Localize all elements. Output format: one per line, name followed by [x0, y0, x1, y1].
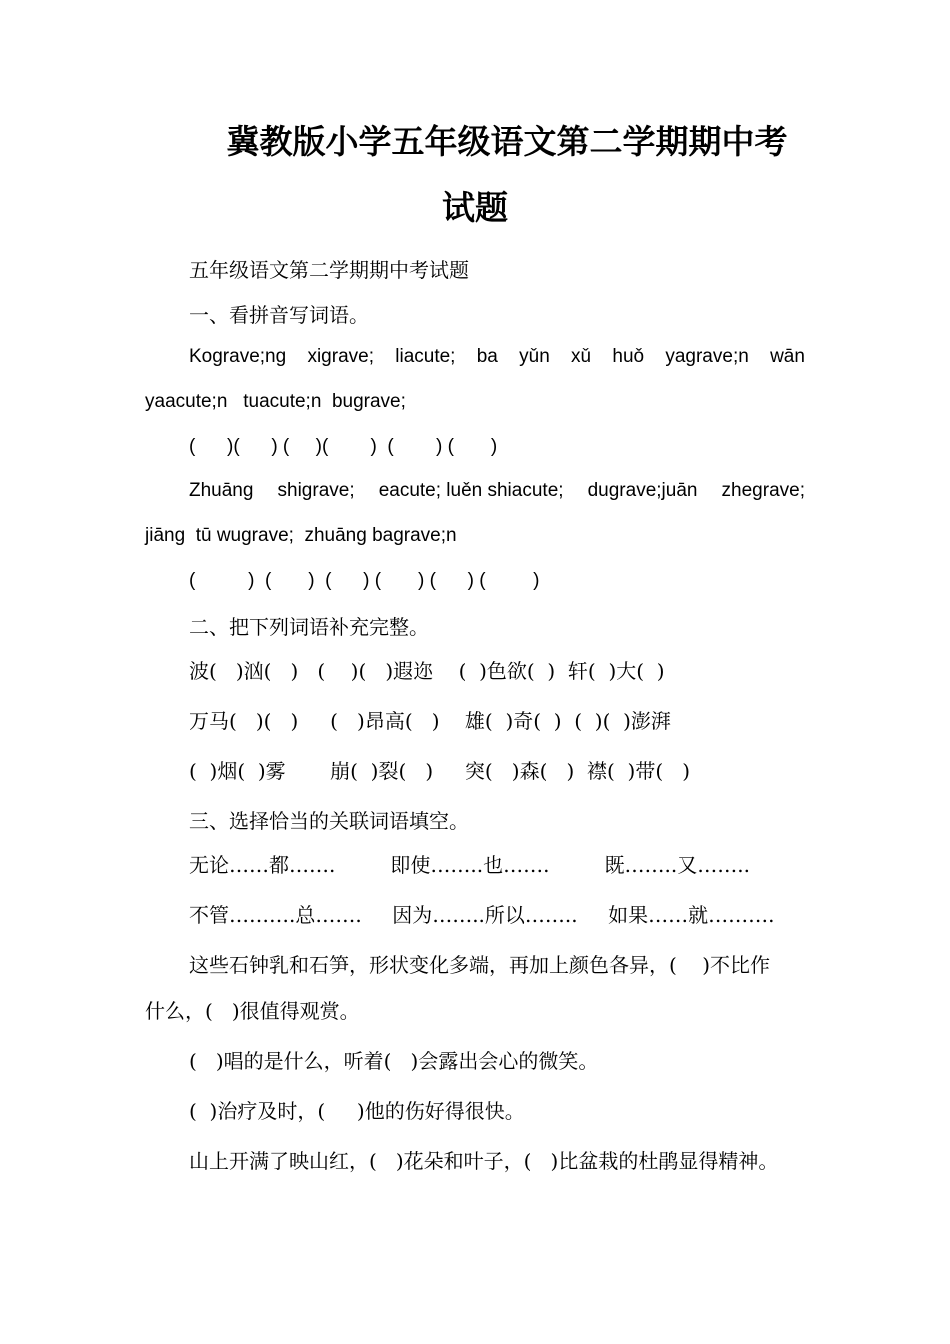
- pinyin-word: xǔ: [571, 346, 592, 367]
- conjunction-option: 因为……..所以……..: [392, 903, 578, 927]
- conjunction-option: 如果……就……….: [608, 903, 775, 927]
- pinyin-word: shigrave;: [277, 480, 355, 501]
- question-1-line2: 什么，( )很值得观赏。: [145, 999, 360, 1023]
- fill-in-line: ( )烟( )雾 崩( )裂( ) 突( )森( ) 襟( )带( ): [189, 759, 690, 783]
- pinyin-row1-line1: [145, 342, 805, 372]
- conjunction-option: 即使……..也…….: [390, 853, 550, 877]
- fill-in-line: 万马( )( ) ( )昂高( ) 雄( )奇( ) ( )( )澎湃: [189, 709, 671, 733]
- answer-blanks-row2: ( ) ( ) ( ) ( ) ( ) ( ): [189, 570, 540, 591]
- pinyin-word: Zhuāng: [189, 480, 254, 501]
- pinyin-row1-line2: yaacute;n tuacute;n bugrave;: [145, 391, 406, 412]
- pinyin-word: Kograve;ng: [189, 346, 287, 367]
- pinyin-word: xigrave;: [307, 346, 374, 367]
- pinyin-word: liacute;: [395, 346, 456, 367]
- conjunction-options-row2: [145, 900, 805, 930]
- subtitle: 五年级语文第二学期期中考试题: [189, 258, 469, 282]
- pinyin-word: yǔn: [519, 346, 550, 367]
- conjunction-option: 既……..又……..: [604, 853, 750, 877]
- pinyin-word: zhegrave;: [721, 480, 805, 501]
- conjunction-options-row1: [145, 850, 805, 880]
- conjunction-option: 无论……都…….: [189, 853, 336, 877]
- pinyin-row2-line1: [145, 476, 805, 506]
- pinyin-word: wān: [770, 346, 805, 367]
- pinyin-word: yagrave;n: [665, 346, 749, 367]
- question-2: ( )唱的是什么，听着( )会露出会心的微笑。: [189, 1049, 599, 1073]
- pinyin-word: ba: [476, 346, 498, 367]
- fill-in-line: 波( )汹( ) ( )( )遐迩 ( )色欲( ) 轩( )大( ): [189, 659, 665, 683]
- pinyin-word: eacute; luěn shiacute;: [378, 480, 564, 501]
- pinyin-word: dugrave;juān: [587, 480, 698, 501]
- question-3: ( )治疗及时，( )他的伤好得很快。: [189, 1099, 525, 1123]
- section3-heading: 三、选择恰当的关联词语填空。: [189, 809, 469, 833]
- conjunction-option: 不管……….总…….: [189, 903, 362, 927]
- pinyin-word: huǒ: [612, 346, 645, 367]
- document-title-line2: 试题: [442, 188, 508, 227]
- section1-heading: 一、看拼音写词语。: [189, 303, 369, 327]
- section2-heading: 二、把下列词语补充完整。: [189, 615, 429, 639]
- question-1-line1: 这些石钟乳和石笋，形状变化多端，再加上颜色各异，( )不比作: [189, 953, 771, 977]
- document-title-line1: 冀教版小学五年级语文第二学期期中考: [226, 122, 788, 161]
- answer-blanks-row1: ( )( ) ( )( ) ( ) ( ): [189, 436, 498, 457]
- question-4: 山上开满了映山红，( )花朵和叶子，( )比盆栽的杜鹃显得精神。: [189, 1149, 779, 1173]
- pinyin-row2-line2: jiāng tū wugrave; zhuāng bagrave;n: [145, 525, 457, 546]
